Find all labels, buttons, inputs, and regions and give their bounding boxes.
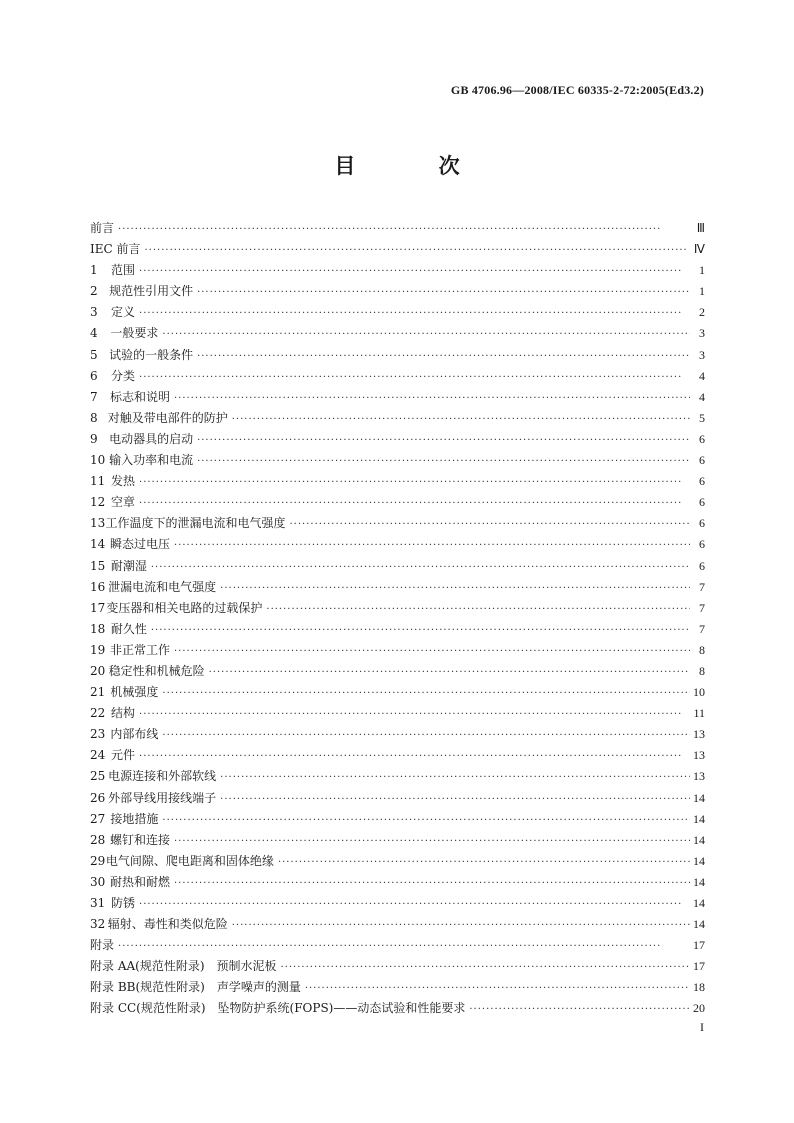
toc-entry-title: 电动器具的启动 xyxy=(109,431,194,446)
dot-leader xyxy=(232,409,690,430)
toc-entry-page: 6 xyxy=(699,537,705,552)
toc-entry-number: 10 xyxy=(90,453,106,468)
toc-entry-title: 分类 xyxy=(111,368,136,383)
dot-leader xyxy=(139,472,690,493)
toc-entry-title: 元件 xyxy=(111,748,136,763)
toc-entry-number: 26 xyxy=(90,790,106,805)
toc-entry[interactable] xyxy=(90,366,705,387)
toc-entry-page: 14 xyxy=(693,790,705,805)
toc-entry-title: 耐潮湿 xyxy=(110,558,147,573)
dot-leader xyxy=(197,346,690,367)
dot-leader xyxy=(139,367,690,388)
toc-entry-number: 19 xyxy=(90,642,106,657)
dot-leader xyxy=(151,620,690,641)
toc-entry[interactable] xyxy=(90,513,705,534)
toc-entry-number: 6 xyxy=(90,368,98,383)
toc-entry-title: 前言 xyxy=(90,221,115,235)
toc-entry-page: 7 xyxy=(699,600,705,615)
toc-entry-page: 18 xyxy=(693,980,705,995)
toc-entry-page: 13 xyxy=(693,727,705,742)
toc-entry-page: 4 xyxy=(699,368,705,383)
toc-entry-page: 13 xyxy=(693,769,705,784)
toc-entry[interactable] xyxy=(90,619,705,640)
toc-entry-title: 结构 xyxy=(111,706,136,721)
toc-entry-title: 辐射、毒性和类似危险 xyxy=(107,917,228,932)
toc-entry-number: 9 xyxy=(90,431,98,446)
dot-leader xyxy=(162,324,690,345)
toc-entry-title: 稳定性和机械危险 xyxy=(108,663,205,678)
toc-entry-number: 18 xyxy=(90,621,106,636)
toc-entry-number: 3 xyxy=(90,305,98,320)
toc-entry[interactable] xyxy=(90,661,705,682)
toc-entry-number: 25 xyxy=(90,769,106,784)
toc-entry-number: 4 xyxy=(90,326,98,341)
dot-leader xyxy=(174,641,690,662)
dot-leader xyxy=(139,746,690,767)
toc-entry[interactable] xyxy=(90,640,705,661)
toc-entry-number: 23 xyxy=(90,727,106,742)
toc-entry-page: 14 xyxy=(693,874,705,889)
toc-entry-title: 电气间隙、爬电距离和固体绝缘 xyxy=(105,853,274,868)
toc-entry[interactable] xyxy=(90,724,705,745)
dot-leader xyxy=(197,282,690,303)
toc-entry-page: 8 xyxy=(699,642,705,657)
toc-entry-page: 7 xyxy=(699,579,705,594)
toc-entry-number: 27 xyxy=(90,811,106,826)
toc-entry-title: 螺钉和连接 xyxy=(109,832,170,847)
dot-leader xyxy=(232,915,690,936)
toc-entry-number: 16 xyxy=(90,579,106,594)
toc-entry-title: 非正常工作 xyxy=(109,642,170,657)
toc-entry-page: 10 xyxy=(693,685,705,700)
toc-entry-page: 1 xyxy=(699,263,705,278)
toc-entry-page: 3 xyxy=(699,347,705,362)
toc-entry-page: 13 xyxy=(693,748,705,763)
toc-entry-number: 12 xyxy=(90,495,106,510)
dot-leader xyxy=(139,303,690,324)
toc-entry[interactable] xyxy=(90,408,705,429)
toc-entry-title: 耐久性 xyxy=(110,621,147,636)
toc-entry-page: 6 xyxy=(699,453,705,468)
toc-entry-number: 30 xyxy=(90,874,106,889)
toc-entry-page: Ⅲ xyxy=(696,221,705,235)
toc-entry-title: 机械强度 xyxy=(110,685,159,700)
toc-entry-title: 附录 BB(规范性附录) 声学噪声的测量 xyxy=(90,980,301,995)
toc-entry-page: 11 xyxy=(693,706,705,721)
toc-entry-number: 21 xyxy=(90,685,106,700)
toc-entry[interactable] xyxy=(90,872,705,893)
toc-entry-page: 6 xyxy=(699,516,705,531)
toc-entry-title: 对触及带电部件的防护 xyxy=(107,410,228,425)
toc-entry-title: 附录 CC(规范性附录) 坠物防护系统(FOPS)——动态试验和性能要求 xyxy=(90,1001,466,1016)
toc-entry-title: 电源连接和外部软线 xyxy=(108,769,217,784)
toc-entry-page: 17 xyxy=(693,959,705,974)
toc-entry-number: 1 xyxy=(90,263,98,278)
dot-leader xyxy=(266,599,690,620)
toc-entry-page: 14 xyxy=(693,917,705,932)
toc-entry-title: 空章 xyxy=(111,495,136,510)
toc-entry-number: 32 xyxy=(90,917,106,932)
dot-leader xyxy=(139,704,690,725)
toc-entry[interactable] xyxy=(90,935,705,956)
toc-entry-title: 发热 xyxy=(111,474,136,489)
toc-entry-page: Ⅳ xyxy=(693,242,705,257)
page-title: 目 次 xyxy=(334,153,498,178)
toc-entry-page: 8 xyxy=(699,663,705,678)
toc-entry[interactable] xyxy=(90,809,705,830)
dot-leader xyxy=(209,662,690,683)
toc-entry-number: 5 xyxy=(90,347,98,362)
toc-entry[interactable] xyxy=(90,577,705,598)
toc-entry-title: 变压器和相关电路的过载保护 xyxy=(106,600,263,615)
document-header: GB 4706.96—2008/IEC 60335-2-72:2005(Ed3.2) xyxy=(450,83,704,97)
toc-entry[interactable] xyxy=(90,598,705,619)
toc-entry-page: 3 xyxy=(699,326,705,341)
dot-leader xyxy=(118,936,690,957)
toc-entry-number: 31 xyxy=(90,896,106,910)
dot-leader xyxy=(305,978,690,999)
toc-entry-page: 6 xyxy=(699,558,705,573)
toc-entry-number: 11 xyxy=(90,474,106,489)
toc-entry-number: 24 xyxy=(90,748,106,763)
toc-entry-page: 20 xyxy=(693,1001,705,1016)
toc-entry-page: 14 xyxy=(693,853,705,868)
dot-leader xyxy=(290,514,691,535)
toc-entry-title: 定义 xyxy=(111,305,136,320)
toc-entry-number: 8 xyxy=(90,410,98,425)
dot-leader xyxy=(162,683,690,704)
toc-entry-title: 耐热和耐燃 xyxy=(109,874,170,889)
toc-entry-title: 范围 xyxy=(111,263,136,278)
toc-entry[interactable] xyxy=(90,323,705,344)
toc-entry[interactable] xyxy=(90,302,705,323)
dot-leader xyxy=(151,557,690,578)
toc-entry[interactable] xyxy=(90,450,705,471)
dot-leader xyxy=(162,810,690,831)
toc-entry-title: IEC 前言 xyxy=(90,242,141,257)
toc-entry-title: 瞬态过电压 xyxy=(109,537,170,552)
toc-entry-page: 14 xyxy=(693,811,705,826)
dot-leader xyxy=(197,451,690,472)
dot-leader xyxy=(139,493,690,514)
dot-leader xyxy=(197,430,690,451)
toc-entry-title: 内部布线 xyxy=(110,727,159,742)
dot-leader xyxy=(174,831,690,852)
toc-entry-number: 7 xyxy=(90,389,98,404)
toc-entry-number: 13 xyxy=(90,516,106,531)
toc-entry[interactable] xyxy=(90,281,705,302)
toc-entry[interactable] xyxy=(90,977,705,998)
toc-entry[interactable] xyxy=(90,239,705,260)
toc-entry[interactable] xyxy=(90,218,705,239)
toc-entry-page: 14 xyxy=(693,832,705,847)
toc-entry-page: 14 xyxy=(693,896,705,910)
toc-entry[interactable] xyxy=(90,682,705,703)
toc-entry-title: 试验的一般条件 xyxy=(109,347,194,362)
toc-entry[interactable] xyxy=(90,893,705,914)
toc-entry[interactable] xyxy=(90,534,705,555)
toc-entry-page: 4 xyxy=(699,389,705,404)
dot-leader xyxy=(118,219,690,240)
toc-entry-number: 2 xyxy=(90,284,98,299)
toc-entry-title: 附录 AA(规范性附录) 预制水泥板 xyxy=(90,959,277,974)
table-of-contents xyxy=(90,218,705,1020)
toc-entry[interactable] xyxy=(90,998,705,1019)
toc-entry[interactable] xyxy=(90,788,705,809)
toc-entry-number: 28 xyxy=(90,832,106,847)
toc-entry-number: 20 xyxy=(90,663,106,678)
toc-entry[interactable] xyxy=(90,745,705,766)
toc-entry-title: 泄漏电流和电气强度 xyxy=(108,579,217,594)
toc-entry-title: 规范性引用文件 xyxy=(109,284,194,299)
toc-entry-title: 一般要求 xyxy=(110,326,159,341)
dot-leader xyxy=(174,535,690,556)
toc-entry-number: 14 xyxy=(90,537,106,552)
toc-entry[interactable] xyxy=(90,830,705,851)
toc-entry-title: 接地措施 xyxy=(110,811,159,826)
toc-entry[interactable] xyxy=(90,387,705,408)
dot-leader xyxy=(145,240,691,261)
toc-entry-title: 输入功率和电流 xyxy=(109,453,194,468)
toc-entry[interactable] xyxy=(90,345,705,366)
toc-entry-number: 29 xyxy=(90,853,106,868)
toc-entry[interactable] xyxy=(90,260,705,281)
toc-entry-page: 6 xyxy=(699,474,705,489)
toc-entry-title: 防锈 xyxy=(111,896,136,910)
toc-entry-page: 17 xyxy=(693,938,705,953)
dot-leader xyxy=(278,852,690,873)
dot-leader xyxy=(220,578,690,599)
page-number: I xyxy=(700,1020,704,1034)
toc-entry-page: 7 xyxy=(699,621,705,636)
toc-entry[interactable] xyxy=(90,556,705,577)
toc-entry-page: 6 xyxy=(699,495,705,510)
toc-entry-number: 17 xyxy=(90,600,106,615)
toc-entry[interactable] xyxy=(90,471,705,492)
toc-entry-title: 工作温度下的泄漏电流和电气强度 xyxy=(105,516,286,531)
toc-entry-page: 2 xyxy=(699,305,705,320)
toc-entry-title: 附录 xyxy=(90,938,115,953)
toc-entry[interactable] xyxy=(90,766,705,787)
toc-entry-title: 外部导线用接线端子 xyxy=(108,790,217,805)
toc-entry[interactable] xyxy=(90,914,705,935)
dot-leader xyxy=(139,894,690,915)
toc-entry[interactable] xyxy=(90,703,705,724)
dot-leader xyxy=(220,789,690,810)
dot-leader xyxy=(139,261,690,282)
toc-entry-page: 6 xyxy=(699,431,705,446)
dot-leader xyxy=(174,388,690,409)
dot-leader xyxy=(220,767,690,788)
toc-entry-title: 标志和说明 xyxy=(109,389,170,404)
toc-entry-page: 1 xyxy=(699,284,705,299)
dot-leader xyxy=(174,873,690,894)
dot-leader xyxy=(162,725,690,746)
dot-leader xyxy=(469,999,690,1020)
toc-entry-number: 15 xyxy=(90,558,106,573)
toc-entry[interactable] xyxy=(90,492,705,513)
toc-entry[interactable] xyxy=(90,851,705,872)
toc-entry[interactable] xyxy=(90,429,705,450)
toc-entry[interactable] xyxy=(90,956,705,977)
dot-leader xyxy=(281,957,690,978)
toc-entry-page: 5 xyxy=(699,410,705,425)
toc-entry-number: 22 xyxy=(90,706,106,721)
